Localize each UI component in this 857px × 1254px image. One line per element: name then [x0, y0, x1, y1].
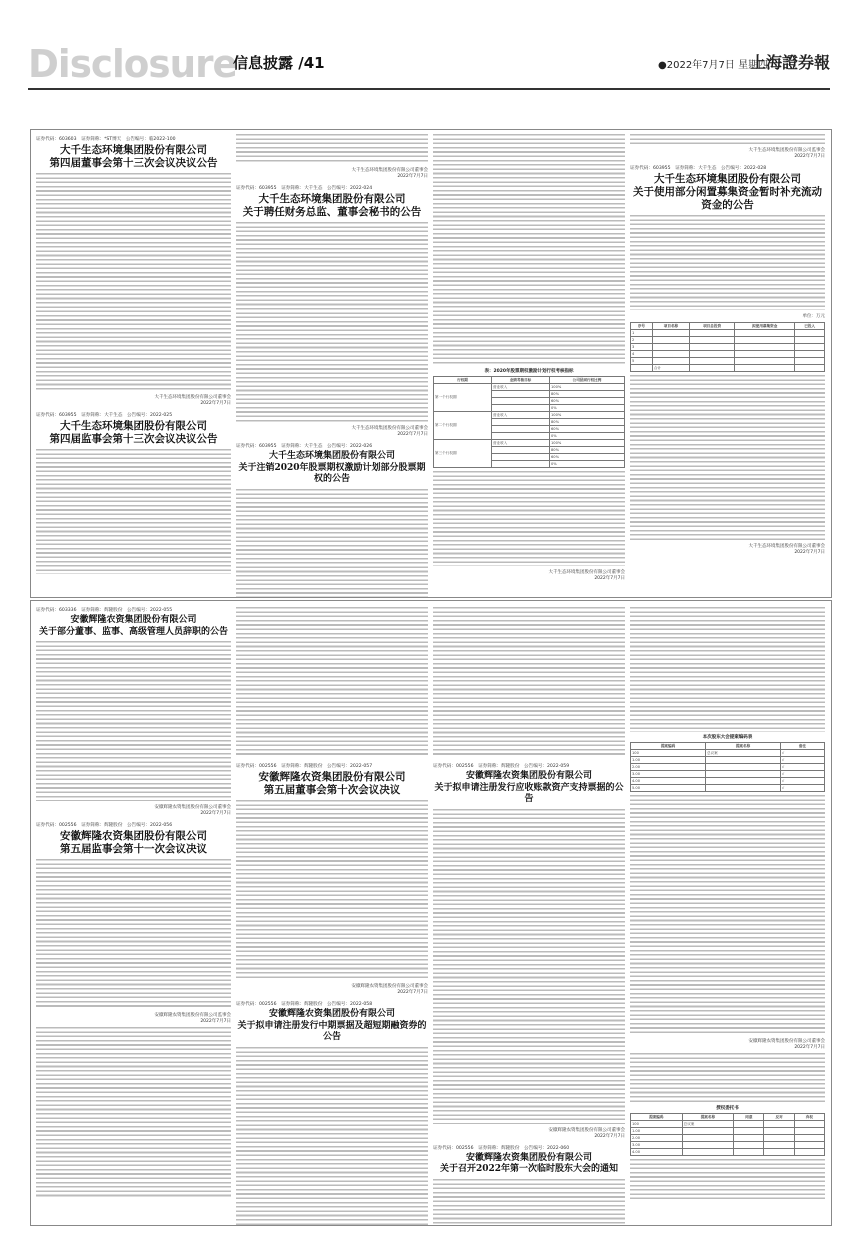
announcement-code: 证券代码：603955 证券简称：大千生态 公告编号：2022-028 [630, 166, 767, 171]
announcement-body [236, 134, 428, 164]
table-cell [706, 785, 781, 792]
table-cell [795, 358, 825, 365]
table-cell [690, 365, 735, 372]
table-header-cell: 公司层面行权比例 [550, 377, 625, 384]
table-cell: 60% [550, 426, 625, 433]
table-row [631, 764, 825, 771]
table-cell: 1 [631, 330, 653, 337]
announcement-body [630, 134, 825, 144]
table-cell [794, 1128, 824, 1135]
table-caption: 表：2020年股票期权激励计划行权考核指标 [484, 369, 574, 374]
table-cell [734, 1135, 764, 1142]
table-row [631, 778, 825, 785]
announcement-body [630, 215, 825, 310]
table-cell: 2.00 [631, 764, 706, 771]
top-column-2 [236, 130, 428, 597]
table-cell [690, 351, 735, 358]
table-header-cell: 项目名称 [652, 323, 689, 330]
table-cell: √ [781, 778, 825, 785]
announcement-code: 证券代码：603955 证券简称：大千生态 公告编号：2022-024 [236, 186, 373, 191]
bottom-column-2 [236, 601, 428, 1225]
table-cell: √ [781, 771, 825, 778]
table-cell: 2.00 [631, 1135, 683, 1142]
table-caption: 本次股东大会提案编码表 [702, 735, 753, 740]
announcement-body [236, 607, 428, 757]
bottom-column-3 [433, 601, 625, 1225]
announcement-title: 安徽辉隆农资集团股份有限公司 关于拟申请注册发行中期票据及超短期融资券的公告 [237, 1009, 427, 1042]
table-cell [764, 1142, 794, 1149]
announcement-signature: 大千生态环境集团股份有限公司董事会 2022年7月7日 [351, 426, 428, 437]
masthead [28, 44, 830, 84]
announcement-body [433, 471, 625, 566]
announcement-title: 安徽辉隆农资集团股份有限公司 第五届监事会第十一次会议决议 [60, 830, 207, 855]
table-cell [690, 358, 735, 365]
bottom-announcement-panel [30, 600, 832, 1226]
table-cell [682, 1142, 734, 1149]
table-cell [735, 365, 795, 372]
table-cell: 总议案 [706, 750, 781, 757]
announcement-body [36, 641, 231, 801]
table-cell [734, 1121, 764, 1128]
table-cell: 2 [631, 337, 653, 344]
table-header-cell: 提案编码 [631, 743, 706, 750]
top-column-4 [630, 130, 825, 597]
table-cell [764, 1128, 794, 1135]
announcement-body [630, 607, 825, 732]
table-header-row [631, 1114, 825, 1121]
table-header-cell: 项目总投资 [690, 323, 735, 330]
table-cell: 1.00 [631, 1128, 683, 1135]
announcement-title: 大千生态环境集团股份有限公司 关于聘任财务总监、董事会秘书的公告 [242, 193, 422, 218]
table-header-row [631, 743, 825, 750]
announcement-title: 安徽辉隆农资集团股份有限公司 第五届董事会第十次会议决议 [258, 771, 406, 796]
table-cell: 80% [550, 447, 625, 454]
table-cell [794, 1121, 824, 1128]
table-row [631, 1149, 825, 1156]
announcement-code: 证券代码：603603 证券简称：*ST博天 公告编号：临2022-100 [36, 137, 176, 142]
table-cell: 4.00 [631, 778, 706, 785]
table-cell [735, 330, 795, 337]
table-cell [492, 454, 550, 461]
issue-date: ●2022年7月7日 星期四 [658, 60, 769, 71]
table-cell [735, 358, 795, 365]
top-column-3 [433, 130, 625, 597]
table-cell [794, 1142, 824, 1149]
announcement-body [433, 134, 625, 366]
table-cell [492, 419, 550, 426]
table-header-cell: 已投入 [795, 323, 825, 330]
table-cell [795, 330, 825, 337]
performance-table [433, 376, 625, 468]
table-cell: 80% [550, 391, 625, 398]
table-row [631, 785, 825, 792]
table-cell [735, 351, 795, 358]
table-cell: 第三个行权期 [434, 440, 492, 468]
table-cell [706, 764, 781, 771]
announcement-code: 证券代码：002556 证券简称：辉隆股份 公告编号：2022-056 [36, 823, 173, 828]
table-cell: 营业收入 [492, 412, 550, 419]
announcement-body [433, 607, 625, 757]
table-cell: √ [781, 785, 825, 792]
table-cell [706, 771, 781, 778]
announcement-signature: 安徽辉隆农资集团股份有限公司监事会 2022年7月7日 [154, 1013, 231, 1024]
table-header-cell: 行权期 [434, 377, 492, 384]
table-row [631, 757, 825, 764]
table-cell [795, 351, 825, 358]
table-cell [631, 365, 653, 372]
table-cell [735, 344, 795, 351]
table-cell [652, 344, 689, 351]
table-cell: √ [781, 750, 825, 757]
announcement-body [36, 1027, 231, 1197]
proxy-vote-table [630, 1113, 825, 1156]
table-row [631, 365, 825, 372]
masthead-rule [28, 88, 830, 90]
table-cell: 3 [631, 344, 653, 351]
table-row [631, 330, 825, 337]
top-column-1 [36, 130, 231, 597]
announcement-title: 大千生态环境集团股份有限公司 第四届董事会第十三次会议决议公告 [49, 144, 218, 169]
table-cell [492, 405, 550, 412]
table-header-row [434, 377, 625, 384]
table-cell [735, 337, 795, 344]
table-cell: 5 [631, 358, 653, 365]
table-cell: 第一个行权期 [434, 384, 492, 412]
table-header-cell: 业绩考核目标 [492, 377, 550, 384]
table-cell [734, 1149, 764, 1156]
table-cell: 0% [550, 433, 625, 440]
table-cell [690, 330, 735, 337]
table-cell [764, 1121, 794, 1128]
table-header-cell: 反对 [764, 1114, 794, 1121]
table-cell [706, 757, 781, 764]
announcement-body [630, 375, 825, 540]
table-cell: 100% [550, 384, 625, 391]
table-row [631, 1135, 825, 1142]
announcement-signature: 大千生态环境集团股份有限公司董事会 2022年7月7日 [748, 544, 825, 555]
announcement-signature: 大千生态环境集团股份有限公司董事会 2022年7月7日 [548, 570, 625, 581]
announcement-body [630, 1053, 825, 1103]
table-cell [652, 330, 689, 337]
announcement-title: 安徽辉隆农资集团股份有限公司 关于部分董事、监事、高级管理人员辞职的公告 [38, 615, 228, 637]
table-header-cell: 提案编码 [631, 1114, 683, 1121]
table-cell: √ [781, 764, 825, 771]
announcement-body [236, 222, 428, 422]
table-cell [492, 447, 550, 454]
table-cell: 第二个行权期 [434, 412, 492, 440]
announcement-signature: 安徽辉隆农资集团股份有限公司董事会 2022年7月7日 [351, 984, 428, 995]
table-cell [794, 1149, 824, 1156]
table-header-row [631, 323, 825, 330]
announcement-body [630, 1159, 825, 1199]
announcement-signature: 安徽辉隆农资集团股份有限公司董事会 2022年7月7日 [548, 1127, 625, 1139]
announcement-title: 安徽辉隆农资集团股份有限公司 关于拟申请注册发行应收账款资产支持票据的公告 [434, 771, 624, 804]
table-cell [690, 344, 735, 351]
table-cell: 合计 [652, 365, 689, 372]
fund-usage-table [630, 322, 825, 372]
table-cell [764, 1135, 794, 1142]
announcement-body [630, 795, 825, 1035]
table-cell [795, 337, 825, 344]
disclosure-logo: Disclosure [28, 42, 237, 86]
table-cell [492, 398, 550, 405]
table-cell [795, 344, 825, 351]
announcement-signature: 大千生态环境集团股份有限公司董事会 2022年7月7日 [154, 395, 231, 406]
table-cell: 60% [550, 454, 625, 461]
table-cell [734, 1142, 764, 1149]
announcement-code: 证券代码：002556 证券简称：辉隆股份 公告编号：2022-060 [433, 1145, 570, 1151]
table-cell: 100 [631, 1121, 683, 1128]
table-cell [492, 433, 550, 440]
table-cell [492, 426, 550, 433]
table-row [631, 1121, 825, 1128]
announcement-body [236, 800, 428, 980]
announcement-body [236, 1047, 428, 1226]
table-cell [795, 365, 825, 372]
announcement-body [36, 173, 231, 391]
announcement-code: 证券代码：002556 证券简称：辉隆股份 公告编号：2022-059 [433, 764, 570, 769]
table-header-cell: 弃权 [794, 1114, 824, 1121]
table-caption: 授权委托书 [716, 1106, 739, 1111]
announcement-title: 安徽辉隆农资集团股份有限公司 关于召开2022年第一次临时股东大会的通知 [439, 1152, 619, 1174]
table-cell: 60% [550, 398, 625, 405]
bottom-column-4 [630, 601, 825, 1225]
table-cell [652, 358, 689, 365]
announcement-signature: 安徽辉隆农资集团股份有限公司董事会 2022年7月7日 [154, 805, 231, 816]
table-row [631, 351, 825, 358]
table-cell [652, 337, 689, 344]
announcement-title: 大千生态环境集团股份有限公司 关于使用部分闲置募集资金暂时补充流动资金的公告 [633, 173, 822, 211]
table-cell [492, 461, 550, 468]
table-cell: √ [781, 757, 825, 764]
announcement-code: 证券代码：603955 证券简称：大千生态 公告编号：2022-026 [236, 444, 373, 449]
announcement-body [433, 1179, 625, 1226]
table-cell: 5.00 [631, 785, 706, 792]
table-cell: 营业收入 [492, 440, 550, 447]
section-title: 信息披露 /41 [233, 54, 325, 72]
proposal-code-table [630, 742, 825, 792]
table-header-cell: 备注 [781, 743, 825, 750]
table-cell: 营业收入 [492, 384, 550, 391]
table-cell [734, 1128, 764, 1135]
table-cell: 0% [550, 461, 625, 468]
announcement-body [236, 489, 428, 598]
table-cell [682, 1149, 734, 1156]
table-cell: 3.00 [631, 1142, 683, 1149]
table-cell: 100 [631, 750, 706, 757]
table-row [631, 358, 825, 365]
table-cell: 3.00 [631, 771, 706, 778]
table-row [631, 750, 825, 757]
table-cell: 0% [550, 405, 625, 412]
table-header-cell: 同意 [734, 1114, 764, 1121]
table-cell: 100% [550, 412, 625, 419]
table-cell [682, 1128, 734, 1135]
table-cell [764, 1149, 794, 1156]
announcement-body [36, 449, 231, 574]
table-header-cell: 提案名称 [682, 1114, 734, 1121]
table-cell: 1.00 [631, 757, 706, 764]
announcement-signature: 安徽辉隆农资集团股份有限公司董事会 2022年7月7日 [748, 1039, 825, 1050]
table-row [631, 344, 825, 351]
announcement-code: 证券代码：603336 证券简称：辉隆股份 公告编号：2022-055 [36, 608, 173, 613]
table-cell [652, 351, 689, 358]
table-cell [706, 778, 781, 785]
table-row [631, 337, 825, 344]
table-cell [690, 337, 735, 344]
table-row [434, 412, 625, 419]
table-cell [492, 391, 550, 398]
table-row [434, 384, 625, 391]
table-unit: 单位：万元 [802, 314, 825, 319]
table-header-cell: 拟使用募集资金 [735, 323, 795, 330]
newspaper-name: 上海證券報 [749, 53, 830, 72]
table-cell: 4 [631, 351, 653, 358]
table-cell: 80% [550, 419, 625, 426]
announcement-body [433, 809, 625, 1124]
table-cell [794, 1135, 824, 1142]
announcement-code: 证券代码：002556 证券简称：辉隆股份 公告编号：2022-057 [236, 764, 373, 769]
announcement-title: 大千生态环境集团股份有限公司 第四届监事会第十三次会议决议公告 [49, 420, 218, 445]
table-header-cell: 序号 [631, 323, 653, 330]
table-cell: 4.00 [631, 1149, 683, 1156]
announcement-code: 证券代码：002556 证券简称：辉隆股份 公告编号：2022-058 [236, 1002, 373, 1007]
table-cell: 100% [550, 440, 625, 447]
table-cell [682, 1135, 734, 1142]
announcement-signature: 大千生态环境集团股份有限公司董事会 2022年7月7日 [351, 168, 428, 179]
bottom-column-1 [36, 601, 231, 1225]
announcement-title: 大千生态环境集团股份有限公司 关于注销2020年股票期权激励计划部分股票期权的公告 [238, 451, 426, 484]
table-row [434, 440, 625, 447]
table-row [631, 771, 825, 778]
table-header-cell: 提案名称 [706, 743, 781, 750]
announcement-signature: 大千生态环境集团股份有限公司监事会 2022年7月7日 [748, 148, 825, 159]
table-row [631, 1142, 825, 1149]
table-row [631, 1128, 825, 1135]
announcement-body [36, 859, 231, 1009]
announcement-code: 证券代码：603955 证券简称：大千生态 公告编号：2022-025 [36, 413, 173, 418]
table-cell: 总议案 [682, 1121, 734, 1128]
top-announcement-panel [30, 129, 832, 598]
